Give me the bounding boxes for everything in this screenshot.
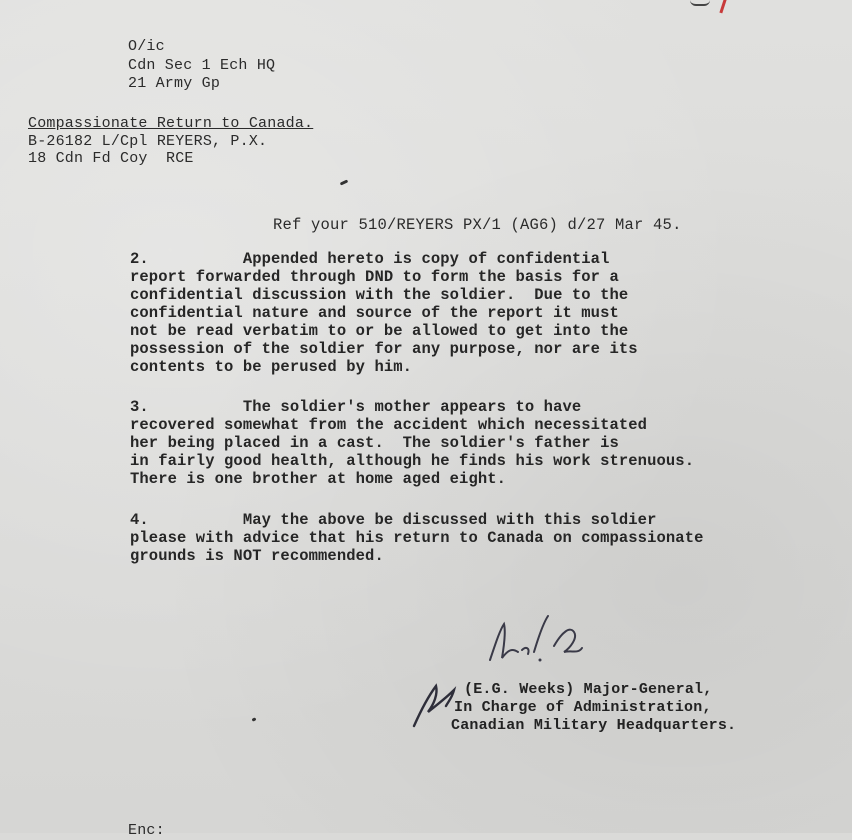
subject-title: Compassionate Return to Canada. [28, 115, 314, 132]
address-line-2: Cdn Sec 1 Ech HQ [128, 57, 276, 74]
para2-line-3: confidential discussion with the soldier. Due to the [130, 286, 629, 304]
para3-line-2: recovered somewhat from the accident which necessitated [130, 416, 648, 434]
address-line-3: 21 Army Gp [128, 75, 221, 92]
handwritten-signature [478, 602, 598, 672]
para3-line-3: her being placed in a cast. The soldier's father is [130, 434, 619, 452]
signature-line-2: In Charge of Administration, [454, 699, 712, 716]
top-edge-mark [690, 0, 710, 6]
reference-line: Ref your 510/REYERS PX/1 (AG6) d/27 Mar 45. [273, 216, 682, 234]
ink-speck [252, 717, 257, 721]
subject-unit: 18 Cdn Fd Coy RCE [28, 150, 194, 167]
para2-line-2: report forwarded through DND to form the basis for a [130, 268, 619, 286]
para2-line-1: 2. Appended hereto is copy of confidential [130, 250, 610, 268]
para4-line-2: please with advice that his return to Canada on compassionate [130, 529, 704, 547]
signature-line-3: Canadian Military Headquarters. [451, 717, 737, 734]
para2-line-6: possession of the soldier for any purpose, nor are its [130, 340, 638, 358]
enclosure-label: Enc: [128, 822, 165, 839]
red-pencil-mark [719, 0, 731, 15]
para2-line-5: not be read verbatim to or be allowed to get into the [130, 322, 629, 340]
para4-line-1: 4. May the above be discussed with this soldier [130, 511, 657, 529]
para3-line-1: 3. The soldier's mother appears to have [130, 398, 582, 416]
para2-line-7: contents to be perused by him. [130, 358, 413, 376]
para4-line-3: grounds is NOT recommended. [130, 547, 384, 565]
para3-line-5: There is one brother at home aged eight. [130, 470, 507, 488]
para3-line-4: in fairly good health, although he finds his work strenuous. [130, 452, 695, 470]
para2-line-4: confidential nature and source of the report it must [130, 304, 619, 322]
ink-speck [340, 179, 349, 185]
signature-line-1: (E.G. Weeks) Major-General, [464, 681, 713, 698]
address-line-1: O/ic [128, 38, 165, 55]
subject-soldier: B-26182 L/Cpl REYERS, P.X. [28, 133, 268, 150]
